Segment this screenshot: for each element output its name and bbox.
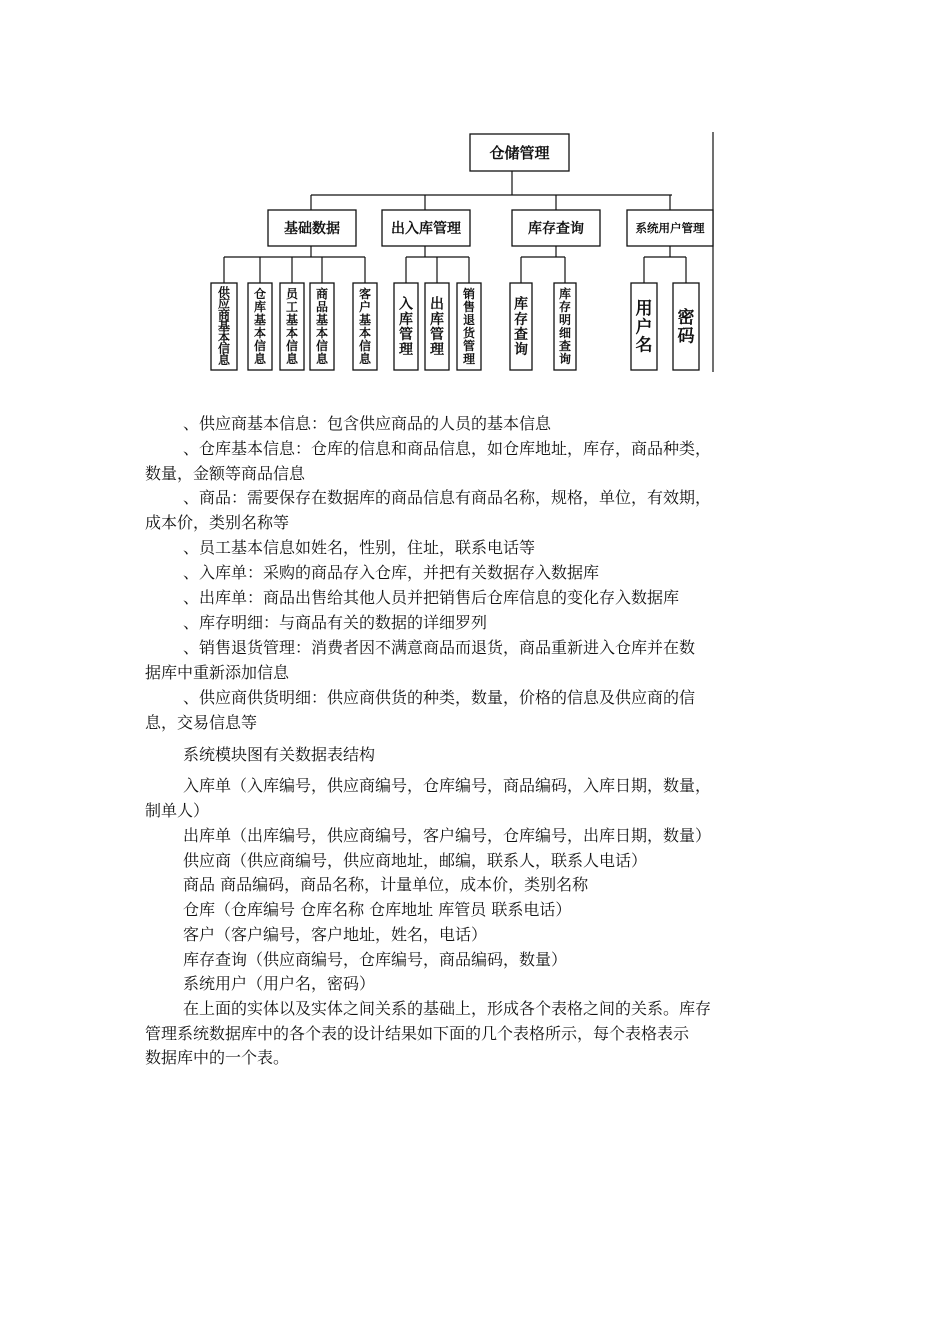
svg-text:售: 售 xyxy=(462,300,476,315)
module-label-1: 基础数据 xyxy=(284,221,340,238)
leaf-label-3-1 xyxy=(514,296,528,358)
svg-text:库: 库 xyxy=(430,311,444,328)
svg-text:信: 信 xyxy=(253,339,267,354)
table-structure-item: 商品 商品编码，商品名称，计量单位，成本价，类别名称 xyxy=(183,875,589,894)
table-structure-item: 库存查询（供应商编号，仓库编号，商品编码，数量） xyxy=(183,950,568,969)
svg-text:库: 库 xyxy=(514,296,528,313)
svg-text:基: 基 xyxy=(358,313,372,328)
description-item: 、销售退货管理：消费者因不满意商品而退货，商品重新进入仓库并在数 据库中重新添加信息 xyxy=(145,638,696,682)
description-item: 、入库单：采购的商品存入仓库，并把有关数据存入数据库 xyxy=(183,563,600,582)
svg-text:出: 出 xyxy=(430,296,444,313)
svg-text:息: 息 xyxy=(217,352,231,367)
svg-text:应: 应 xyxy=(217,296,231,311)
svg-text:理: 理 xyxy=(430,342,444,359)
table-structure-item: 供应商（供应商编号，供应商地址，邮编，联系人，联系人电话） xyxy=(183,851,648,870)
leaf-label-2-2 xyxy=(430,297,445,358)
svg-text:息: 息 xyxy=(285,352,299,367)
leaf-label-4-1 xyxy=(636,299,653,356)
svg-text:库: 库 xyxy=(399,311,413,328)
svg-text:信: 信 xyxy=(217,341,231,356)
leaf-label-1-5 xyxy=(359,286,372,366)
svg-text:入: 入 xyxy=(399,296,413,313)
svg-text:信: 信 xyxy=(315,339,329,354)
svg-text:名: 名 xyxy=(635,335,653,356)
description-item: 、库存明细：与商品有关的数据的详细罗列 xyxy=(183,613,488,632)
svg-text:销: 销 xyxy=(462,287,476,302)
svg-text:码: 码 xyxy=(677,326,695,347)
svg-text:用: 用 xyxy=(635,299,653,320)
svg-text:客: 客 xyxy=(358,287,372,302)
svg-text:基: 基 xyxy=(217,319,231,334)
svg-text:细: 细 xyxy=(558,326,572,341)
module-label-2: 出入库管理 xyxy=(391,221,461,238)
svg-text:查: 查 xyxy=(514,326,528,343)
svg-text:货: 货 xyxy=(462,326,476,341)
svg-text:工: 工 xyxy=(285,300,299,315)
svg-text:理: 理 xyxy=(399,342,413,359)
svg-text:查: 查 xyxy=(558,339,572,354)
leaf-label-3-2 xyxy=(559,286,571,366)
svg-text:理: 理 xyxy=(462,352,476,367)
table-structure-item: 客户（客户编号，客户地址，姓名，电话） xyxy=(183,925,488,944)
table-structure-item: 出库单（出库编号，供应商编号，客户编号，仓库编号，出库日期，数量） xyxy=(183,826,712,845)
svg-text:商: 商 xyxy=(315,287,329,302)
section-title: 系统模块图有关数据表结构 xyxy=(183,745,376,764)
svg-text:管: 管 xyxy=(462,339,476,354)
svg-text:品: 品 xyxy=(315,300,329,315)
svg-text:管: 管 xyxy=(399,326,413,343)
svg-text:库: 库 xyxy=(253,300,267,315)
leaf-label-4-2 xyxy=(678,307,695,346)
svg-text:信: 信 xyxy=(358,339,372,354)
svg-text:仓: 仓 xyxy=(253,287,267,302)
svg-text:管: 管 xyxy=(430,326,444,343)
leaf-label-2-1 xyxy=(399,296,414,358)
svg-text:基: 基 xyxy=(285,313,299,328)
svg-text:本: 本 xyxy=(315,326,329,341)
leaf-label-1-3 xyxy=(286,287,299,366)
leaf-label-2-3 xyxy=(463,286,476,366)
svg-text:商: 商 xyxy=(217,307,231,322)
svg-text:息: 息 xyxy=(253,352,267,367)
svg-text:密: 密 xyxy=(677,308,695,329)
svg-text:员: 员 xyxy=(285,287,299,302)
svg-text:本: 本 xyxy=(285,326,299,341)
svg-text:明: 明 xyxy=(558,313,572,328)
svg-text:本: 本 xyxy=(217,330,231,345)
leaf-label-1-2 xyxy=(253,286,267,366)
module-diagram xyxy=(0,0,950,400)
table-structure-item: 系统用户（用户名，密码） xyxy=(183,974,376,993)
root-label: 仓储管理 xyxy=(489,143,550,162)
svg-text:退: 退 xyxy=(462,313,476,328)
svg-text:息: 息 xyxy=(315,352,329,367)
description-item: 、供应商基本信息：包含供应商品的人员的基本信息 xyxy=(183,414,552,433)
svg-text:基: 基 xyxy=(253,313,267,328)
svg-text:本: 本 xyxy=(358,326,372,341)
svg-text:询: 询 xyxy=(558,352,572,367)
closing-paragraph: 在上面的实体以及实体之间关系的基础上，形成各个表格之间的关系。库存 管理系统数据库中的各个表的设计结果如下面的几个表格所示，每个表格表示 数据库中的一个表。 xyxy=(145,999,712,1067)
description-item: 、仓库基本信息：仓库的信息和商品信息，如仓库地址，库存，商品种类， 数量，金额等商品信息 xyxy=(145,439,712,483)
description-item: 、员工基本信息如姓名，性别，住址，联系电话等 xyxy=(183,538,536,557)
module-label-3: 库存查询 xyxy=(528,221,584,238)
module-label-4: 系统用户管理 xyxy=(635,221,705,236)
svg-text:库: 库 xyxy=(558,287,572,302)
svg-text:询: 询 xyxy=(514,342,528,359)
svg-text:供: 供 xyxy=(217,285,231,300)
svg-text:户: 户 xyxy=(635,317,653,338)
table-structure-item: 入库单（入库编号，供应商编号，仓库编号，商品编码，入库日期，数量， 制单人） xyxy=(145,776,712,820)
svg-text:本: 本 xyxy=(253,326,267,341)
description-item: 、供应商供货明细：供应商供货的种类，数量，价格的信息及供应商的信 息，交易信息等 xyxy=(145,688,696,732)
svg-text:户: 户 xyxy=(358,300,372,315)
svg-text:信: 信 xyxy=(285,339,299,354)
svg-text:存: 存 xyxy=(558,300,572,315)
svg-text:基: 基 xyxy=(315,313,329,328)
svg-text:存: 存 xyxy=(514,311,528,328)
leaf-label-1-1 xyxy=(218,284,231,367)
table-structure-item: 仓库（仓库编号 仓库名称 仓库地址 库管员 联系电话） xyxy=(183,900,572,919)
leaf-label-1-4 xyxy=(316,286,329,366)
description-item: 、出库单：商品出售给其他人员并把销售后仓库信息的变化存入数据库 xyxy=(183,588,680,607)
description-item: 、商品：需要保存在数据库的商品信息有商品名称，规格，单位，有效期， 成本价，类别名称等 xyxy=(145,488,712,532)
svg-text:息: 息 xyxy=(358,352,372,367)
